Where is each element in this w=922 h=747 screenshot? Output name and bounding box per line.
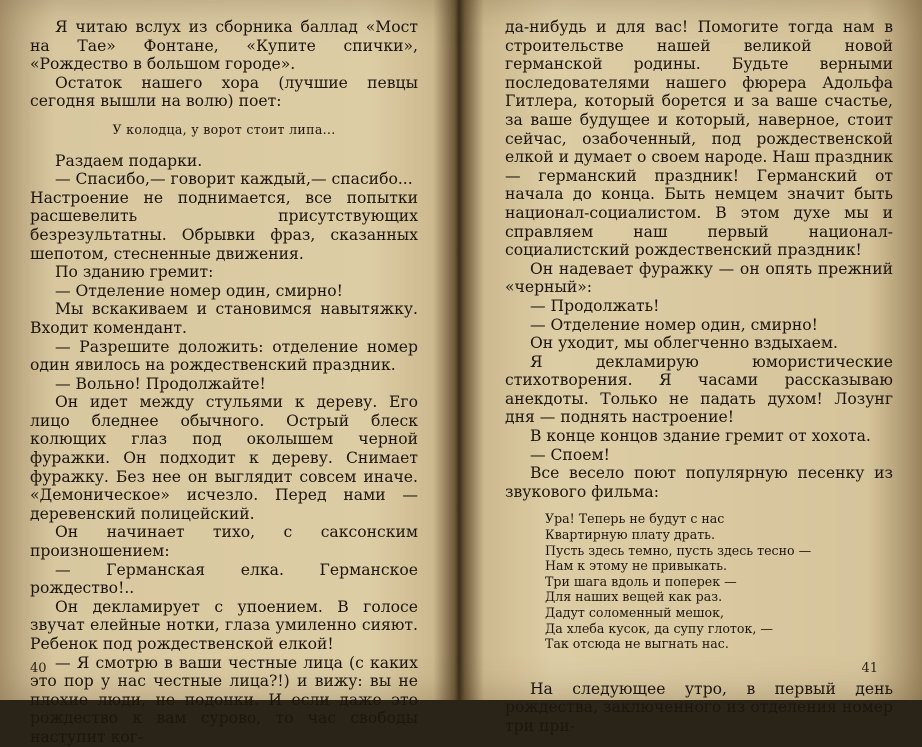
paragraph: Настроение не поднимается, все попытки расшевелить присутствующих безрезультатны. Обрывки фраз, сказанных шепотом, стесненные движения.	[30, 188, 418, 263]
spacer	[505, 652, 893, 680]
poem-line: Ура! Теперь не будут с нас	[545, 511, 725, 527]
paragraph: — Вольно! Продолжайте!	[54, 374, 266, 393]
paragraph: Все весело поют популярную песенку из звукового фильма:	[505, 464, 893, 501]
paragraph: Мы вскакиваем и становимся навытяжку. Входит комендант.	[30, 300, 418, 337]
song-verse	[545, 511, 893, 651]
verse-quote: У колодца, у ворот стоит липа...	[112, 121, 336, 137]
right-page-text	[505, 18, 893, 736]
paragraph: — Германская елка. Германское рождество!..	[30, 560, 418, 598]
paragraph: — Отделение номер один, смирно!	[529, 315, 818, 334]
page-number: 41	[861, 661, 878, 676]
paragraph: Он идет между стульями к дереву. Его лицо бледнее обычного. Острый блеск колющих глаз под околышем черной фуражки. Он подходит к дереву. Снимает фуражку. Без нее он выглядит совсем иначе. «Демоническое» исчезло. Перед нами — деревенский полицейский.	[30, 393, 418, 523]
paragraph: Раздаем подарки.	[54, 151, 203, 170]
paragraph: Он уходит, мы облегченно вздыхаем.	[529, 334, 838, 353]
left-page-text	[30, 18, 418, 747]
paragraph: На следующее утро, в первый день рождества, заключенного из отделения номер три при-	[505, 679, 893, 735]
paragraph: — Продолжать!	[529, 296, 660, 315]
poem-line: Три шага вдоль и поперек —	[545, 573, 737, 589]
poem-line: Пусть здесь темно, пусть здесь тесно —	[545, 542, 812, 558]
paragraph: Я читаю вслух из сборника баллад «Мост на Тае» Фонтане, «Купите спички», «Рождество в большом городе».	[30, 18, 418, 74]
poem-line: Квартирную плату драть.	[545, 527, 716, 543]
paragraph: Он начинает тихо, с саксонским произношением:	[30, 523, 418, 561]
poem-line: Дадут соломенный мешок,	[545, 605, 724, 620]
page-number: 40	[30, 661, 47, 676]
paragraph: Он надевает фуражку — он опять прежний «черный»:	[505, 259, 893, 297]
poem-line: Так отсюда не выгнать нас.	[545, 636, 729, 652]
paragraph: да-нибудь и для вас! Помогите тогда нам в строительстве нашей великой новой германской родины. Будьте верными последователями нашего фюрера Адольфа Гитлера, который борется и за ваше счастье, за ваше будущее и который, наверное, стоит сейчас, озабоченный, под рождественской елкой и думает о своем народе. Наш праздник — германский праздник! Германский от начала до конца. Быть немцем значит быть национал-социалистом. В этом духе мы и справляем наш первый национал-социалистский рождественский праздник!	[505, 18, 894, 260]
poem-line: Для наших вещей как раз.	[545, 589, 723, 605]
left-page	[0, 0, 456, 746]
paragraph: — Отделение номер один, смирно!	[54, 281, 343, 300]
paragraph: Я декламирую юмористические стихотворения. Я часами рассказываю анекдоты. Только не падать духом! Лозунг дня — поднять настроение!	[505, 352, 893, 427]
paragraph: — Спасибо,— говорит каждый,— спасибо...	[54, 170, 413, 189]
paragraph: — Разрешите доложить: отделение номер один явилось на рождественский праздник.	[30, 337, 418, 375]
right-page	[465, 0, 922, 735]
paragraph: Он декламирует с упоением. В голосе звучат елейные нотки, глаза умиленно сияют. Ребенок под рождественской елкой!	[30, 597, 418, 653]
paragraph: — Споем!	[529, 445, 610, 464]
poem-line: Нам к этому не привыкать.	[545, 558, 727, 574]
paragraph: В конце концов здание гремит от хохота.	[529, 427, 871, 446]
poem-line: Да хлеба кусок, да супу глоток, —	[545, 620, 773, 636]
paragraph: Остаток нашего хора (лучшие певцы сегодня вышли на волю) поет:	[30, 73, 418, 111]
paragraph: — Я смотрю в ваши честные лица (с каких это пор у нас честные лица?!) и вижу: вы не плохие люди, не подонки. И если даже это рождество к вам сурово, то час свободы наступит ког-	[30, 653, 418, 746]
paragraph: По зданию гремит:	[54, 263, 214, 282]
